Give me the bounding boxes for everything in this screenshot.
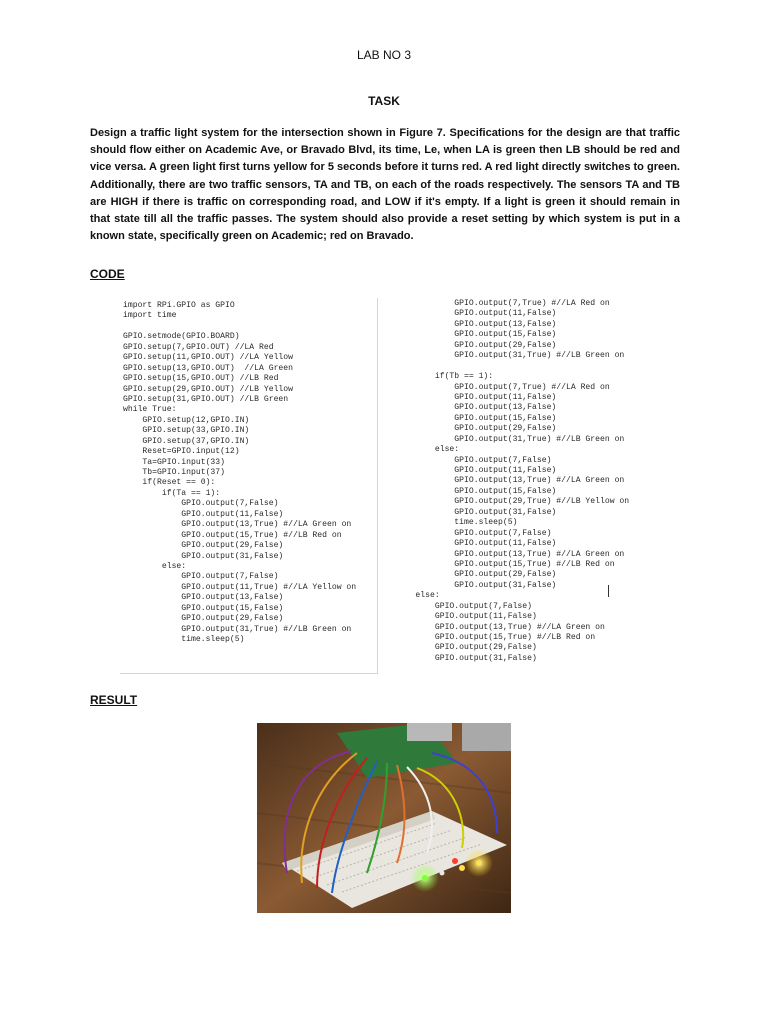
- code-line: import time: [123, 311, 177, 321]
- code-line: GPIO.output(13,True) #//LA Green on: [123, 520, 352, 530]
- code-line: GPIO.output(31,True) #//LB Green on: [123, 624, 352, 634]
- code-line: GPIO.output(11,False): [396, 309, 557, 319]
- code-line: GPIO.output(13,True) #//LA Green on: [396, 622, 605, 632]
- code-line: GPIO.output(11,True) #//LA Yellow on: [123, 582, 357, 592]
- code-line: GPIO.output(31,False): [396, 580, 557, 590]
- code-line: GPIO.setup(12,GPIO.IN): [123, 415, 250, 425]
- code-line: GPIO.output(31,False): [123, 551, 284, 561]
- code-line: GPIO.setup(29,GPIO.OUT) //LB Yellow: [123, 384, 293, 394]
- code-line: time.sleep(5): [123, 635, 245, 644]
- code-panel-right: [396, 298, 646, 672]
- code-line: GPIO.output(7,False): [396, 528, 552, 538]
- code-line: GPIO.output(7,False): [396, 455, 552, 465]
- code-line: GPIO.output(11,False): [396, 539, 557, 549]
- code-line: GPIO.output(7,True) #//LA Red on: [396, 299, 610, 308]
- code-line: GPIO.output(7,False): [396, 601, 532, 611]
- code-line: import RPi.GPIO as GPIO: [123, 301, 235, 310]
- code-line: Reset=GPIO.input(12): [123, 447, 240, 457]
- code-line: else:: [123, 561, 187, 571]
- code-line: GPIO.setup(37,GPIO.IN): [123, 436, 250, 446]
- code-line: GPIO.output(13,False): [123, 593, 284, 603]
- code-line: GPIO.output(11,False): [396, 392, 557, 402]
- code-line: else:: [396, 591, 440, 601]
- code-line: GPIO.output(15,True) #//LB Red on: [123, 530, 342, 540]
- code-line: GPIO.output(15,False): [396, 330, 557, 340]
- code-line: GPIO.output(31,False): [396, 507, 557, 517]
- code-line: [123, 322, 377, 332]
- code-line: GPIO.setup(15,GPIO.OUT) //LB Red: [123, 374, 279, 384]
- code-line: GPIO.setup(11,GPIO.OUT) //LA Yellow: [123, 353, 293, 363]
- code-line: GPIO.output(7,False): [123, 572, 279, 582]
- text-cursor: [608, 585, 609, 597]
- code-line: GPIO.setup(33,GPIO.IN): [123, 426, 250, 436]
- code-line: GPIO.output(15,False): [396, 486, 557, 496]
- code-line: Ta=GPIO.input(33): [123, 457, 225, 467]
- code-line: Tb=GPIO.input(37): [123, 468, 225, 477]
- code-line: [396, 362, 646, 372]
- code-line: if(Ta == 1):: [123, 488, 221, 498]
- code-line: GPIO.output(13,True) #//LA Green on: [396, 476, 625, 486]
- code-line: else:: [396, 445, 460, 455]
- code-line: GPIO.output(15,False): [123, 603, 284, 613]
- code-line: GPIO.output(31,True) #//LB Green on: [396, 351, 625, 361]
- code-line: GPIO.output(7,False): [123, 499, 279, 509]
- breadboard-photo-illustration: [257, 723, 511, 913]
- code-line: if(Reset == 0):: [123, 478, 216, 488]
- code-line: GPIO.output(29,False): [123, 541, 284, 551]
- result-photo: [257, 723, 511, 913]
- lab-title: LAB NO 3: [356, 48, 412, 62]
- code-panel-left: [120, 298, 378, 674]
- code-line: GPIO.output(7,True) #//LA Red on: [396, 382, 610, 392]
- result-heading: RESULT: [90, 693, 138, 707]
- code-line: GPIO.output(29,True) #//LB Yellow on: [396, 497, 630, 507]
- code-line: GPIO.output(11,False): [396, 466, 557, 475]
- code-line: GPIO.setmode(GPIO.BOARD): [123, 332, 240, 342]
- code-line: GPIO.output(31,False): [396, 653, 537, 663]
- code-line: GPIO.output(29,False): [396, 570, 557, 580]
- code-line: GPIO.output(11,False): [123, 509, 284, 519]
- task-heading: TASK: [368, 94, 400, 108]
- code-line: GPIO.setup(31,GPIO.OUT) //LB Green: [123, 394, 289, 404]
- code-line: GPIO.output(29,False): [396, 424, 557, 434]
- code-line: GPIO.output(11,False): [396, 612, 537, 622]
- code-line: GPIO.output(13,False): [396, 403, 557, 413]
- code-line: GPIO.output(13,True) #//LA Green on: [396, 549, 625, 559]
- code-line: GPIO.output(15,False): [396, 413, 557, 423]
- code-line: if(Tb == 1):: [396, 372, 494, 382]
- code-line: GPIO.output(29,False): [396, 643, 537, 653]
- code-line: GPIO.setup(13,GPIO.OUT) //LA Green: [123, 363, 293, 373]
- code-line: GPIO.output(15,True) #//LB Red on: [396, 559, 615, 569]
- code-line: while True:: [123, 405, 177, 415]
- code-line: GPIO.output(29,False): [396, 340, 557, 350]
- code-line: GPIO.output(15,True) #//LB Red on: [396, 633, 596, 642]
- code-line: GPIO.setup(7,GPIO.OUT) //LA Red: [123, 342, 274, 352]
- code-line: time.sleep(5): [396, 518, 518, 528]
- task-description: Design a traffic light system for the intersection shown in Figure 7. Specifications for the design are that traffic should flow either on Academic Ave, or Bravado Blvd, its time, Le, when LA is green then LB should be red and vice versa. A green light first turns yellow for 5 seconds before it turns red. A red light directly switches to green. Additionally, there are two traffic sensors, TA and TB, on each of the roads respectively. The sensors TA and TB are HIGH if there is traffic on corresponding road, and LOW if it's empty. If a light is green it should remain in that state till all the traffic passes. The system should also provide a reset setting by which system is put in a known state, specifically green on Academic; red on Bravado.: [90, 127, 680, 243]
- code-line: GPIO.output(29,False): [123, 614, 284, 624]
- code-line: GPIO.output(31,True) #//LB Green on: [396, 434, 625, 444]
- code-heading: CODE: [90, 267, 125, 281]
- code-line: GPIO.output(13,False): [396, 319, 557, 329]
